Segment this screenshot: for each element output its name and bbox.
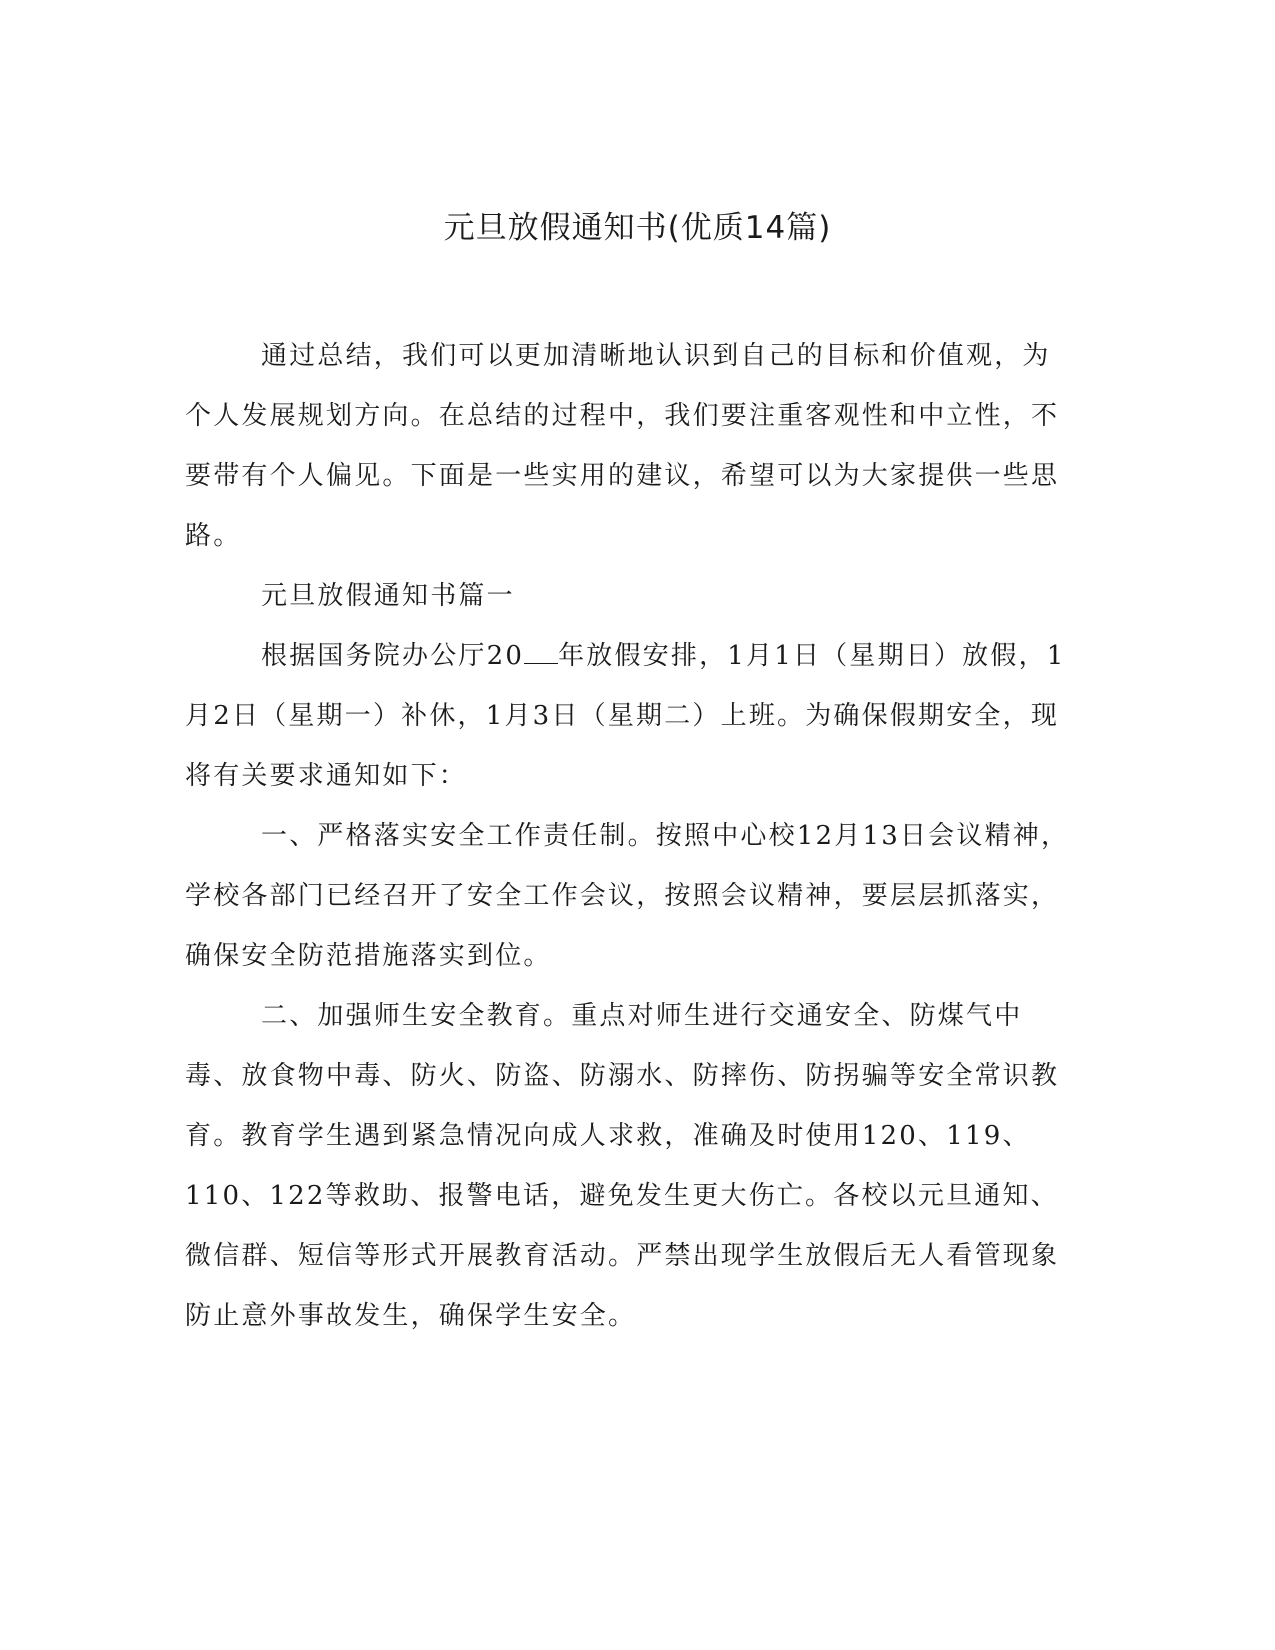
paragraph-responsibility: 一、严格落实安全工作责任制。按照中心校12月13日会议精神，学校各部门已经召开了安全工作会议，按照会议精神，要层层抓落实，确保安全防范措施落实到位。 [185,821,1070,971]
section-heading: 元旦放假通知书篇一 [261,581,515,611]
paragraph-holiday-schedule-start: 根据国务院办公厅20 [261,641,525,671]
intro-paragraph: 通过总结，我们可以更加清晰地认识到自己的目标和价值观，为个人发展规划方向。在总结的过程中，我们要注重客观性和中立性，不要带有个人偏见。下面是一些实用的建议，希望可以为大家提供一些思路。 [185,341,1060,551]
paragraph-safety-education: 二、加强师生安全教育。重点对师生进行交通安全、防煤气中毒、放食物中毒、防火、防盗、防溺水、防摔伤、防拐骗等安全常识教育。教育学生遇到紧急情况向成人求救，准确及时使用120、119、110、122等救助、报警电话，避免发生更大伤亡。各校以元旦通知、微信群、短信等形式开展教育活动。严禁出现学生放假后无人看管现象防止意外事故发生，确保学生安全。 [185,1001,1060,1331]
document-title: 元旦放假通知书(优质14篇) [443,210,832,246]
paragraph-holiday-schedule-rest: 年放假安排，1月1日（星期日）放假，1月2日（星期一）补休，1月3日（星期二）上班。为确保假期安全，现将有关要求通知如下： [185,641,1066,791]
year-blank-underline [524,641,558,664]
paragraph-holiday-schedule [185,626,1075,806]
document-body [185,326,1075,1346]
